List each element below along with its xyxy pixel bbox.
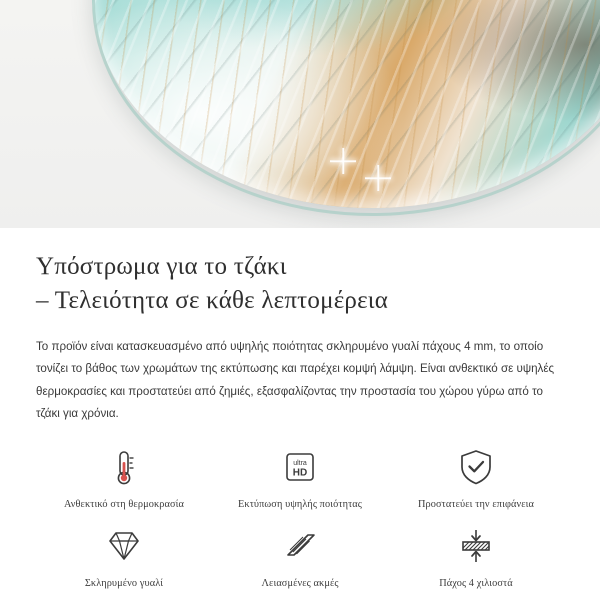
feature-item-print-quality [212,444,388,511]
feature-item-thickness [388,523,564,590]
marble-disc-image [92,0,600,208]
svg-text:ultra: ultra [293,459,307,467]
feature-grid [36,444,564,591]
feature-label: Προστατεύει την επιφάνεια [417,498,535,510]
feature-item-tempered-glass [36,523,212,590]
feature-label: Σκληρυμένο γυαλί [84,578,164,590]
shield-check-icon [453,444,499,490]
feature-item-temperature [36,444,212,511]
svg-text:HD: HD [292,467,308,479]
headline-line-1: Υπόστρωμα για το τζάκι [36,253,287,280]
feature-item-surface-protection [388,444,564,511]
ultra-hd-icon [277,444,323,490]
hero-image [0,0,600,228]
feature-label: Πάχος 4 χιλιοστά [439,578,513,590]
feature-label: Ανθεκτικό στη θερμοκρασία [63,498,184,510]
thickness-arrows-icon [453,523,499,569]
feature-label: Λειασμένες ακμές [261,578,339,590]
feature-item-polished-edges [212,523,388,590]
description-paragraph: Το προϊόν είναι κατασκευασμένο από υψηλής ποιότητας σκληρυμένο γυαλί πάχους 4 mm, το οποίο τονίζει το βάθος των χρωμάτων της εκτύπωσης και παρέχει κομψή λάμψη. Είναι ανθεκτικό σε υψηλές θερμοκρασίες και προστατεύει από ζημιές, εξασφαλίζοντας την προστασία του χώρου γύρω από το τζάκι για χρόνια. [36,339,555,421]
page-title [36,250,564,318]
diamond-icon [101,523,147,569]
feature-label: Εκτύπωση υψηλής ποιότητας [238,498,362,510]
polished-edges-icon [277,523,323,569]
headline-line-2: – Τελειότητα σε κάθε λεπτομέρεια [36,286,389,314]
content-area [0,228,600,591]
thermometer-icon [101,444,147,490]
